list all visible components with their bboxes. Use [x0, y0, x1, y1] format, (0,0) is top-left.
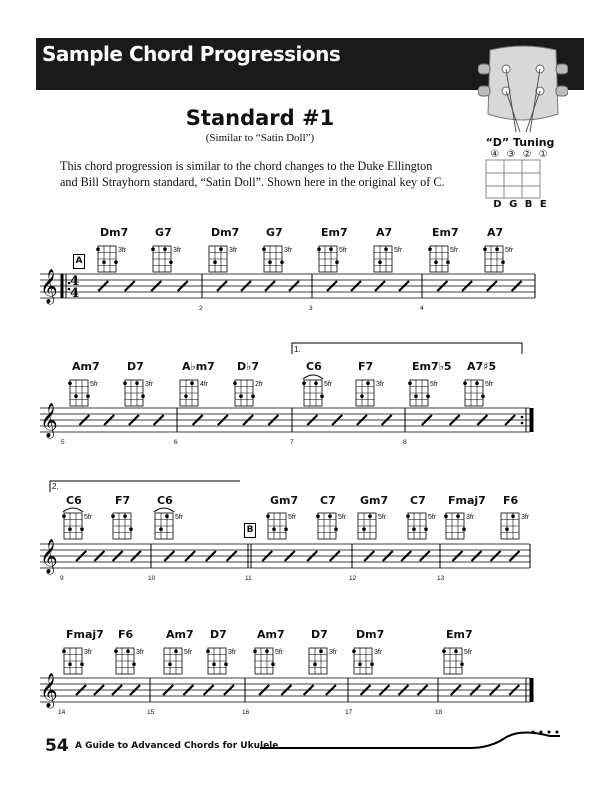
- finger-dot: [135, 381, 139, 385]
- finger-dot: [190, 381, 194, 385]
- finger-dot: [424, 527, 428, 531]
- measure-number: 17: [345, 709, 353, 716]
- finger-dot: [62, 514, 66, 518]
- finger-dot: [123, 381, 127, 385]
- fret-position-label: 3fr: [84, 649, 93, 656]
- measure-number: 9: [60, 575, 64, 582]
- finger-dot: [86, 394, 90, 398]
- chord-name: D7: [311, 628, 328, 641]
- finger-dot: [114, 260, 118, 264]
- chord-name: F6: [503, 494, 519, 507]
- finger-dot: [213, 260, 217, 264]
- fret-position-label: 3fr: [173, 247, 182, 254]
- finger-dot: [96, 247, 100, 251]
- page-subtitle: (Similar to “Satin Doll”): [205, 132, 315, 144]
- finger-dot: [368, 514, 372, 518]
- finger-dot: [428, 247, 432, 251]
- finger-dot: [114, 649, 118, 653]
- chord-name: F7: [115, 494, 131, 507]
- finger-dot: [444, 514, 448, 518]
- chord-name: D♭7: [237, 360, 259, 373]
- finger-dot: [495, 247, 499, 251]
- measure-number: 6: [174, 439, 178, 446]
- finger-dot: [352, 649, 356, 653]
- finger-dot: [265, 649, 269, 653]
- page-title: Standard #1: [185, 106, 335, 130]
- fret-position-label: 5fr: [90, 381, 99, 388]
- measure-number: 14: [58, 709, 66, 716]
- ending-2-bracket: [50, 481, 240, 492]
- finger-dot: [284, 527, 288, 531]
- fret-position-label: 5fr: [288, 514, 297, 521]
- finger-dot: [123, 514, 127, 518]
- finger-dot: [442, 649, 446, 653]
- finger-dot: [168, 662, 172, 666]
- fret-position-label: 5fr: [184, 649, 193, 656]
- banner-title: Sample Chord Progressions: [42, 42, 341, 66]
- treble-clef-icon: 𝄞: [40, 673, 58, 708]
- finger-dot: [426, 394, 430, 398]
- fret-position-label: 5fr: [505, 247, 514, 254]
- measure-number: 18: [435, 709, 443, 716]
- repeat-dot: [68, 282, 71, 285]
- chord-name: Fmaj7: [66, 628, 104, 641]
- chord-name: A♭m7: [182, 360, 215, 373]
- fret-position-label: 5fr: [338, 514, 347, 521]
- finger-dot: [412, 527, 416, 531]
- chord-name: Em7: [321, 226, 348, 239]
- chord-name: Dm7: [356, 628, 385, 641]
- fret-position-label: 3fr: [145, 381, 154, 388]
- finger-dot: [233, 381, 237, 385]
- finger-dot: [475, 381, 479, 385]
- finger-dot: [483, 247, 487, 251]
- finger-dot: [111, 514, 115, 518]
- chord-name: A7♯5: [467, 360, 497, 373]
- finger-dot: [184, 394, 188, 398]
- chord-name: A7: [487, 226, 504, 239]
- finger-dot: [174, 649, 178, 653]
- finger-dot: [80, 662, 84, 666]
- finger-dot: [266, 514, 270, 518]
- measure-number: 5: [61, 439, 65, 446]
- finger-dot: [126, 649, 130, 653]
- finger-dot: [302, 381, 306, 385]
- fret-position-label: 3fr: [229, 247, 238, 254]
- fret-position-label: 5fr: [394, 247, 403, 254]
- finger-dot: [314, 381, 318, 385]
- ending-1-label: 1.: [294, 345, 301, 354]
- chord-name: Am7: [72, 360, 100, 373]
- finger-dot: [501, 260, 505, 264]
- fret-position-label: 5fr: [428, 514, 437, 521]
- measure-number: 3: [309, 305, 313, 312]
- chord-name: A7: [376, 226, 393, 239]
- footer-page-number: 54: [45, 736, 69, 756]
- finger-dot: [74, 394, 78, 398]
- treble-clef-icon: 𝄞: [40, 539, 58, 574]
- finger-dot: [320, 394, 324, 398]
- finger-dot: [141, 394, 145, 398]
- finger-dot: [262, 247, 266, 251]
- finger-dot: [251, 394, 255, 398]
- finger-dot: [329, 247, 333, 251]
- finger-dot: [334, 527, 338, 531]
- barre-arc: [154, 508, 174, 512]
- finger-dot: [414, 394, 418, 398]
- fret-position-label: 3fr: [374, 649, 383, 656]
- finger-dot: [463, 381, 467, 385]
- measure-number: 10: [148, 575, 156, 582]
- measure-number: 15: [147, 709, 155, 716]
- fret-position-label: 3fr: [521, 514, 530, 521]
- finger-dot: [313, 662, 317, 666]
- finger-dot: [462, 527, 466, 531]
- chord-name: Dm7: [100, 226, 129, 239]
- finger-dot: [362, 527, 366, 531]
- time-signature-top: 4: [70, 274, 80, 289]
- finger-dot: [366, 381, 370, 385]
- fret-position-label: 3fr: [136, 649, 145, 656]
- finger-dot: [335, 260, 339, 264]
- chord-name: C6: [66, 494, 82, 507]
- finger-dot: [206, 649, 210, 653]
- finger-dot: [132, 662, 136, 666]
- finger-dot: [239, 394, 243, 398]
- chord-name: Gm7: [360, 494, 389, 507]
- chord-name: Gm7: [270, 494, 299, 507]
- ending-1-bracket: [292, 343, 522, 354]
- finger-dot: [271, 662, 275, 666]
- finger-dot: [505, 527, 509, 531]
- finger-dot: [159, 527, 163, 531]
- finger-dot: [460, 662, 464, 666]
- finger-dot: [378, 260, 382, 264]
- measure-number: 12: [349, 575, 357, 582]
- finger-dot: [68, 381, 72, 385]
- finger-dot: [102, 260, 106, 264]
- chord-name: C6: [306, 360, 322, 373]
- fret-position-label: 5fr: [450, 247, 459, 254]
- finger-dot: [408, 381, 412, 385]
- chord-name: Em7: [432, 226, 459, 239]
- fret-position-label: 2fr: [255, 381, 264, 388]
- chord-name: C6: [157, 494, 173, 507]
- chord-name: G7: [266, 226, 283, 239]
- finger-dot: [219, 247, 223, 251]
- finger-dot: [163, 247, 167, 251]
- finger-dot: [268, 260, 272, 264]
- finger-dot: [456, 514, 460, 518]
- finger-dot: [151, 247, 155, 251]
- chord-name: G7: [155, 226, 172, 239]
- barre-arc: [63, 508, 83, 512]
- chord-name: D7: [127, 360, 144, 373]
- finger-dot: [280, 260, 284, 264]
- finger-dot: [224, 662, 228, 666]
- chord-name: F6: [118, 628, 134, 641]
- tuning-string-numbers: ④ ③ ② ①: [490, 149, 550, 160]
- treble-clef-icon: 𝄞: [40, 403, 58, 438]
- measure-number: 2: [199, 305, 203, 312]
- finger-dot: [316, 514, 320, 518]
- finger-dot: [481, 394, 485, 398]
- treble-clef-icon: 𝄞: [40, 269, 58, 304]
- fret-position-label: 5fr: [378, 514, 387, 521]
- tuning-label: “D” Tuning: [485, 136, 555, 149]
- finger-dot: [253, 649, 257, 653]
- measure-number: 8: [403, 439, 407, 446]
- fret-position-label: 3fr: [228, 649, 237, 656]
- fret-position-label: 3fr: [376, 381, 385, 388]
- fret-position-label: 5fr: [84, 514, 93, 521]
- finger-dot: [68, 527, 72, 531]
- measure-number: 4: [420, 305, 424, 312]
- fret-position-label: 5fr: [339, 247, 348, 254]
- fret-position-label: 5fr: [430, 381, 439, 388]
- chord-name: D7: [210, 628, 227, 641]
- measure-number: 16: [242, 709, 250, 716]
- chord-name: Em7: [446, 628, 473, 641]
- tuning-string-names: D G B E: [493, 199, 547, 210]
- finger-dot: [384, 247, 388, 251]
- fret-position-label: 3fr: [284, 247, 293, 254]
- finger-dot: [62, 649, 66, 653]
- finger-dot: [434, 260, 438, 264]
- time-signature-bottom: 4: [70, 286, 80, 301]
- finger-dot: [360, 394, 364, 398]
- chord-name: F7: [358, 360, 374, 373]
- fret-position-label: 3fr: [118, 247, 127, 254]
- fret-position-label: 5fr: [485, 381, 494, 388]
- ending-2-label: 2.: [52, 482, 59, 491]
- fret-position-label: 3fr: [466, 514, 475, 521]
- chord-name: Em7♭5: [412, 360, 452, 373]
- finger-dot: [212, 662, 216, 666]
- fret-position-label: 5fr: [464, 649, 473, 656]
- finger-dot: [319, 649, 323, 653]
- chord-name: Am7: [257, 628, 285, 641]
- fret-position-label: 3fr: [329, 649, 338, 656]
- chord-name: Dm7: [211, 226, 240, 239]
- finger-dot: [165, 514, 169, 518]
- finger-dot: [511, 514, 515, 518]
- rehearsal-mark-a: A: [73, 254, 85, 269]
- measure-number: 7: [290, 439, 294, 446]
- repeat-dot: [521, 416, 524, 419]
- barre-arc: [303, 375, 323, 379]
- finger-dot: [406, 514, 410, 518]
- footer-book-title: A Guide to Advanced Chords for Ukulele: [75, 741, 279, 751]
- finger-dot: [80, 527, 84, 531]
- repeat-dot: [521, 422, 524, 425]
- finger-dot: [317, 247, 321, 251]
- finger-dot: [446, 260, 450, 264]
- chord-name: Am7: [166, 628, 194, 641]
- chord-name: Fmaj7: [448, 494, 486, 507]
- finger-dot: [272, 527, 276, 531]
- intro-paragraph: This chord progression is similar to the chord changes to the Duke Ellington and Bill Strayhorn standard, “Satin Doll”. Shown here in the original key of C.: [60, 159, 445, 189]
- finger-dot: [358, 662, 362, 666]
- finger-dot: [129, 527, 133, 531]
- fret-position-label: 5fr: [324, 381, 333, 388]
- fret-position-label: 5fr: [175, 514, 184, 521]
- repeat-dot: [68, 288, 71, 291]
- chord-name: C7: [320, 494, 336, 507]
- finger-dot: [68, 662, 72, 666]
- fret-position-label: 5fr: [275, 649, 284, 656]
- finger-dot: [370, 662, 374, 666]
- measure-number: 13: [437, 575, 445, 582]
- chord-name: C7: [410, 494, 426, 507]
- measure-number: 11: [245, 575, 252, 582]
- finger-dot: [169, 260, 173, 264]
- rehearsal-mark-b: B: [244, 523, 256, 538]
- finger-dot: [328, 514, 332, 518]
- fret-position-label: 4fr: [200, 381, 209, 388]
- finger-dot: [454, 649, 458, 653]
